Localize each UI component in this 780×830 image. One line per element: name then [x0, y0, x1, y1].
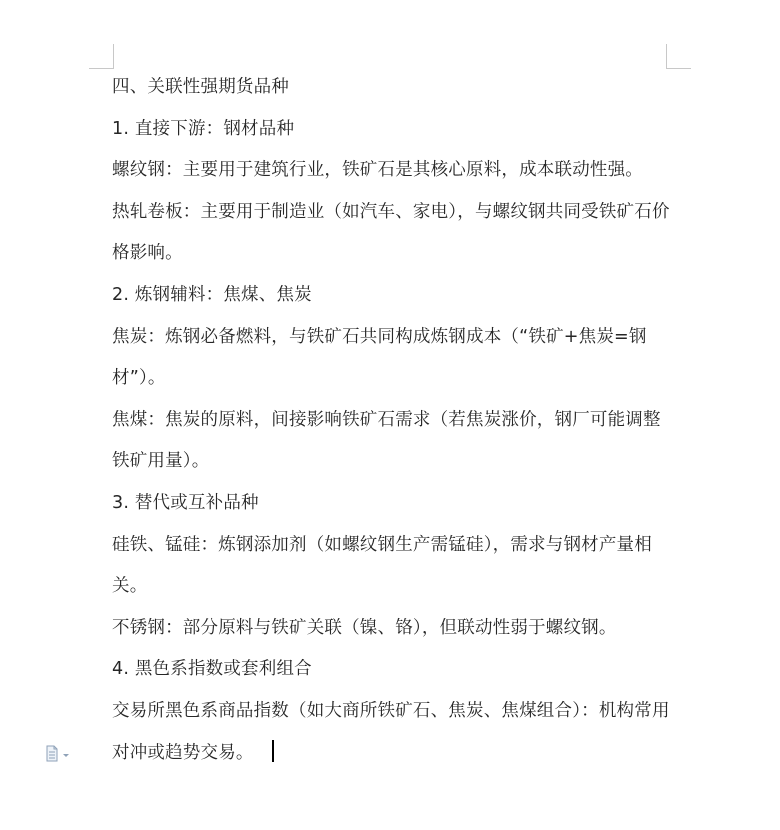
- heading-section-4: 四、关联性强期货品种: [112, 77, 289, 97]
- paragraph-index: [112, 691, 672, 774]
- subheading-index: 4. 黑色系指数或套利组合: [112, 659, 312, 680]
- paragraph-hot-rolled-coil: 热轧卷板：主要用于制造业（如汽车、家电），与螺纹钢共同受铁矿石价格影响。: [112, 201, 670, 264]
- paragraph-ferroalloys: 硅铁、锰硅：炼钢添加剂（如螺纹钢生产需锰硅），需求与钢材产量相关。: [112, 534, 652, 597]
- subheading-auxiliary: 2. 炼钢辅料：焦煤、焦炭: [112, 284, 312, 305]
- paragraph-coke: 焦炭：炼钢必备燃料，与铁矿石共同构成炼钢成本（“铁矿+焦炭=钢材”）。: [112, 326, 647, 389]
- paragraph-rebar: 螺纹钢：主要用于建筑行业，铁矿石是其核心原料，成本联动性强。: [112, 160, 643, 181]
- document-body[interactable]: [112, 67, 672, 774]
- paragraph-stainless-steel: 不锈钢：部分原料与铁矿关联（镍、铬），但联动性弱于螺纹钢。: [112, 617, 617, 638]
- paragraph-index-text: 交易所黑色系商品指数（如大商所铁矿石、焦炭、焦煤组合）：机构常用对冲或趋势交易。: [112, 700, 670, 763]
- text-cursor: [272, 740, 274, 762]
- page-corner-top-left: [89, 44, 114, 69]
- paragraph-coking-coal: 焦煤：焦炭的原料，间接影响铁矿石需求（若焦炭涨价，钢厂可能调整铁矿用量）。: [112, 409, 661, 472]
- document-options-icon[interactable]: [44, 745, 72, 763]
- page-corner-top-right: [666, 44, 691, 69]
- subheading-substitutes: 3. 替代或互补品种: [112, 492, 259, 513]
- subheading-downstream: 1. 直接下游：钢材品种: [112, 118, 295, 139]
